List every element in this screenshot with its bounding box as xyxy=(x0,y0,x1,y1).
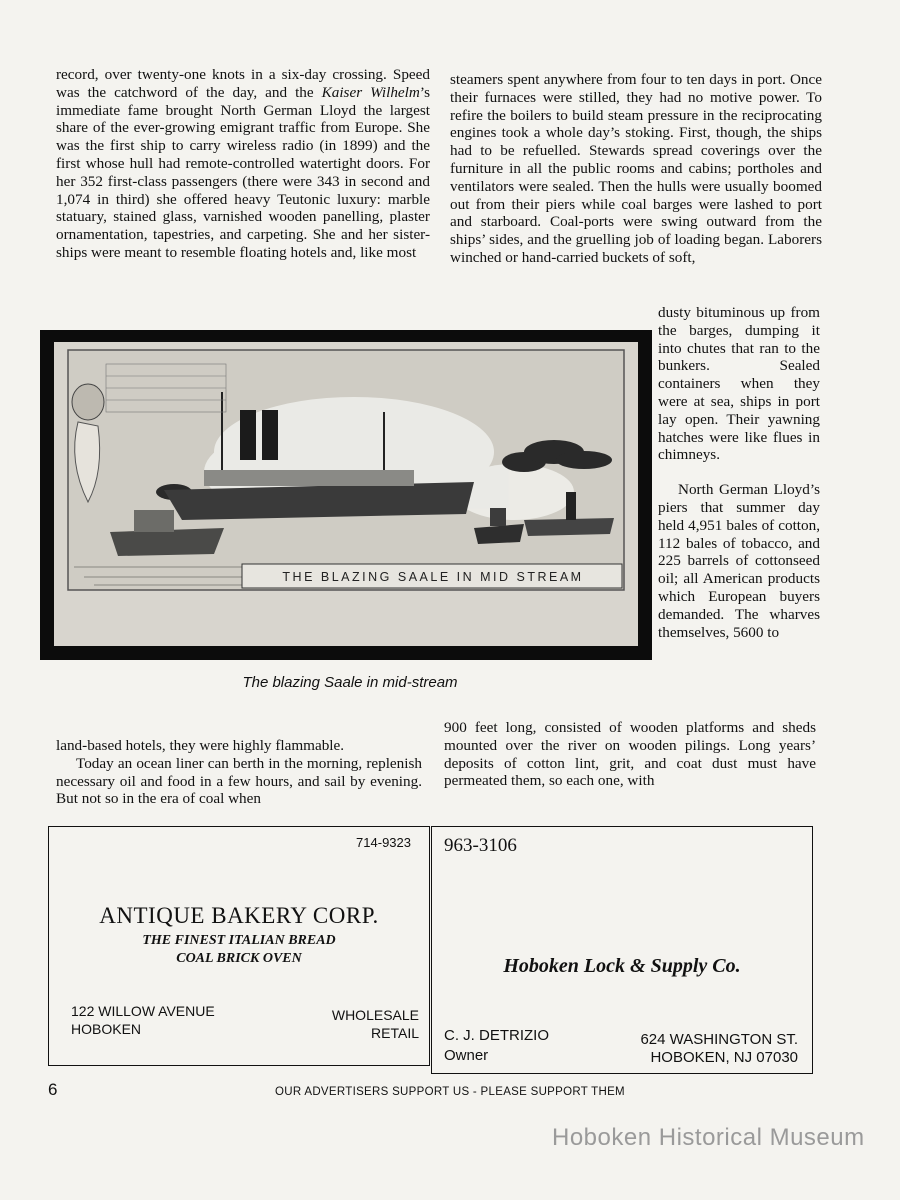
bakery-address-2: HOBOKEN xyxy=(71,1021,142,1037)
ship-name: Kaiser Wilhelm xyxy=(321,83,420,101)
lock-role: Owner xyxy=(444,1047,489,1064)
lock-phone: 963-3106 xyxy=(444,835,517,856)
bakery-address-1: 122 WILLOW AVENUE xyxy=(71,1003,215,1019)
bakery-tagline-2: COAL BRICK OVEN xyxy=(176,951,302,966)
article-column-right xyxy=(450,71,822,267)
article-column-left xyxy=(56,66,430,262)
paragraph: land-based hotels, they were highly flammable. xyxy=(56,737,345,754)
figure-banner: THE BLAZING SAALE IN MID STREAM xyxy=(282,570,584,584)
bakery-type-1: WHOLESALE xyxy=(331,1007,419,1023)
lock-contact: C. J. DETRIZIO xyxy=(444,1027,549,1044)
page-number: 6 xyxy=(48,1080,58,1099)
lock-address-2: HOBOKEN, NJ 07030 xyxy=(650,1049,798,1066)
bakery-phone: 714-9323 xyxy=(356,835,411,850)
bakery-tagline-1: THE FINEST ITALIAN BREAD xyxy=(142,933,336,948)
bakery-name: ANTIQUE BAKERY CORP. xyxy=(99,903,379,928)
paragraph: 900 feet long, consisted of wooden platforms and sheds mounted over the river on wooden pilings. Long years’ deposits of cotton lint, grit, and coat dust must have permeated them, so each one, with xyxy=(444,719,816,790)
paragraph: North German Lloyd’s piers that summer day held 4,951 bales of cotton, 112 bales of tobacco, and 225 barrels of cottonseed oil; all American products which European buyers demanded. The wharves themselves, 5600 to xyxy=(658,481,820,641)
article-column-right-continued xyxy=(444,719,816,790)
paragraph: record, over twenty-one knots in a six-day crossing. Speed was the catchword of the day, and the Kaiser Wilhelm’s immediate fame brought North German Lloyd the largest share of the ever-growing emigrant traffic from Europe. She was the first ship to carry wireless radio (in 1899) and the first whose hull had remote-controlled watertight doors. For her 352 first-class passengers (there were 343 in second and 1,074 in third) she offered heavy Teutonic luxury: marble statuary, stained glass, varnished wooden panelling, plaster ornamentation, tapestries, and carpeting. She and her sister-ships were meant to resemble floating hotels and, like most xyxy=(56,66,430,261)
ship-illustration xyxy=(54,342,638,646)
figure-caption: The blazing Saale in mid-stream xyxy=(242,674,458,691)
paragraph: dusty bituminous up from the barges, dumping it into chutes that ran to the bunkers. Sealed containers when they were at sea, ships in port lay open. Their yawning hatches were like flues in chimneys. xyxy=(658,304,820,464)
ad-antique-bakery xyxy=(48,826,430,1066)
ad-hoboken-lock xyxy=(431,826,813,1074)
article-column-narrow xyxy=(658,304,820,641)
lock-name: Hoboken Lock & Supply Co. xyxy=(503,955,741,977)
figure-frame xyxy=(40,330,652,660)
paragraph: Today an ocean liner can berth in the morning, replenish necessary oil and food in a few hours, and sail by evening. But not so in the era of coal when xyxy=(56,754,422,808)
paragraph: steamers spent anywhere from four to ten days in port. Once their furnaces were stilled, they had no motive power. To refire the boilers to build steam pressure in the reciprocating engines took a whole day’s stoking. First, though, the ships had to be refuelled. Stewards spread coverings over the furniture in all the public rooms and cabins; portholes and ventilators were sealed. Then the hulls were usually boomed out from their piers while coal barges were lashed to port and starboard. Coal-ports were swing outward from the ships’ sides, and the gruelling job of loading began. Laborers winched or hand-carried buckets of soft, xyxy=(450,71,822,266)
bakery-type-2: RETAIL xyxy=(371,1025,419,1041)
burning-ship-drawing xyxy=(54,342,638,646)
watermark: Hoboken Historical Museum xyxy=(552,1124,865,1151)
lock-address-1: 624 WASHINGTON ST. xyxy=(640,1031,798,1048)
page-footer: OUR ADVERTISERS SUPPORT US - PLEASE SUPPORT THEM xyxy=(275,1086,625,1098)
article-column-left-continued xyxy=(56,737,422,808)
